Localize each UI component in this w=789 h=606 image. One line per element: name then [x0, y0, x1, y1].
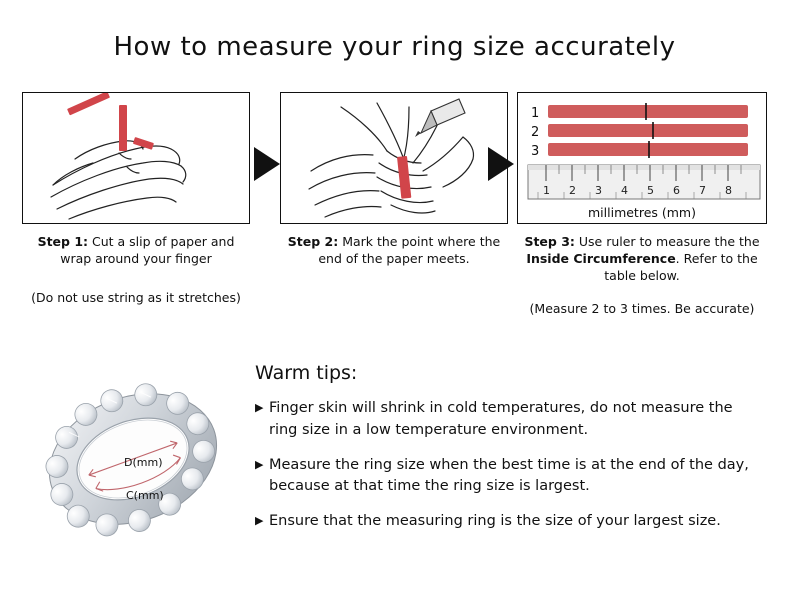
- step-3-note: (Measure 2 to 3 times. Be accurate): [529, 300, 755, 316]
- svg-text:7: 7: [699, 184, 706, 197]
- tip-item-2: [255, 455, 765, 499]
- svg-text:2: 2: [569, 184, 576, 197]
- ring-illustration: [26, 352, 241, 567]
- svg-text:3: 3: [595, 184, 602, 197]
- svg-text:4: 4: [621, 184, 628, 197]
- warm-tips-section: [255, 362, 765, 546]
- step-1-text: Cut a slip of paper and wrap around your finger: [60, 234, 235, 266]
- triangle-bullet-icon: ▶: [255, 401, 264, 414]
- ruler-unit-label: millimetres (mm): [588, 205, 696, 220]
- step-3-label: Step 3:: [524, 234, 575, 249]
- step-1-caption: [22, 234, 250, 268]
- step-2-label: Step 2:: [287, 234, 339, 249]
- tip-text-2: Measure the ring size when the best time is at the end of the day, because at that time the ring size is largest.: [269, 456, 749, 495]
- page-title: How to measure your ring size accurately: [113, 32, 676, 62]
- svg-text:3: 3: [531, 144, 540, 159]
- svg-text:1: 1: [531, 106, 540, 121]
- step-1-label: Step 1:: [37, 234, 89, 249]
- tip-item-3: [255, 511, 765, 533]
- steps-row: [22, 92, 767, 342]
- svg-text:2: 2: [531, 125, 540, 140]
- triangle-bullet-icon: ▶: [255, 457, 264, 471]
- ruler-measuring-strips-icon: [518, 93, 766, 223]
- pen-icon: [415, 99, 465, 137]
- svg-text:5: 5: [647, 184, 654, 197]
- tip-text-3: Ensure that the measuring ring is the size of your largest size.: [269, 513, 721, 529]
- hand-marking-paper-icon: [281, 93, 507, 223]
- step-2-text: Mark the point where the end of the paper meets.: [318, 234, 501, 266]
- step-3: [517, 92, 767, 316]
- ring-circumference-label: C(mm): [126, 489, 164, 502]
- step-1-illustration: [22, 92, 250, 224]
- step-3-caption: [517, 234, 767, 285]
- arrow-right-icon-1: [254, 147, 280, 181]
- svg-text:6: 6: [673, 184, 680, 197]
- svg-text:8: 8: [725, 184, 732, 197]
- triangle-bullet-icon: ▶: [255, 514, 264, 527]
- ring-diameter-label: D(mm): [124, 456, 163, 469]
- step-3-text-end: . Refer to the table below.: [604, 250, 758, 283]
- svg-text:1: 1: [543, 184, 550, 197]
- tip-item-1: [255, 398, 765, 442]
- measured-strips: [548, 103, 748, 158]
- step-1-note: (Do not use string as it stretches): [31, 289, 241, 305]
- step-2: [280, 92, 508, 268]
- paper-slip-shapes: [67, 93, 154, 151]
- paper-strip-shape: [397, 156, 411, 199]
- warm-tips-title: Warm tips:: [255, 362, 358, 384]
- step-2-caption: [280, 234, 508, 268]
- step-3-text: Use ruler to measure the the: [574, 234, 760, 249]
- step-3-illustration: [517, 92, 767, 224]
- step-3-text-bold: Inside Circumference: [526, 250, 676, 266]
- tip-text-1: Finger skin will shrink in cold temperatures, do not measure the ring size in a low temperature environment.: [269, 400, 733, 438]
- step-1: [22, 92, 250, 305]
- ruler-shape: [528, 165, 760, 199]
- step-2-illustration: [280, 92, 508, 224]
- hand-with-paper-slip-icon: [23, 93, 249, 223]
- arrow-right-icon-2: [488, 147, 514, 181]
